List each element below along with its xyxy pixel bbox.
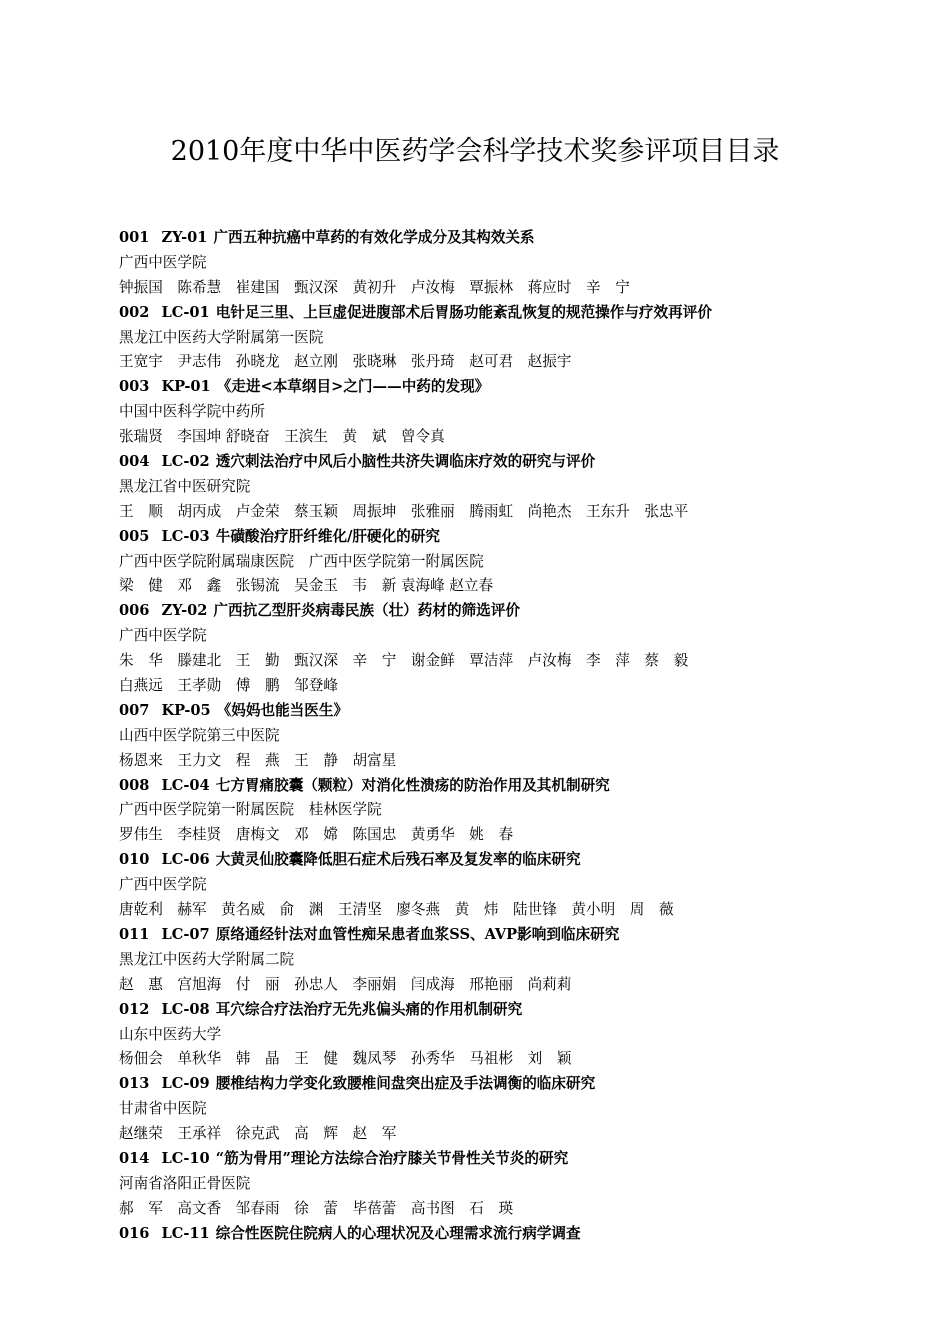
entry-people: 杨恩来 王力文 程 燕 王 静 胡富星 <box>119 751 397 769</box>
entry-institution: 广西中医学院 <box>119 627 207 645</box>
entry-number: 016 <box>119 1224 150 1242</box>
entry-heading <box>119 923 919 948</box>
entry-people: 杨佃会 单秋华 韩 晶 王 健 魏凤琴 孙秀华 马祖彬 刘 颖 <box>119 1050 572 1068</box>
entry-institution: 广西中医学院 <box>119 253 207 271</box>
entry-people: 赵 惠 宫旭海 付 丽 孙忠人 李丽娟 闫成海 邢艳丽 尚莉莉 <box>119 975 572 993</box>
entry-title: 耳穴综合疗法治疗无先兆偏头痛的作用机制研究 <box>215 1000 523 1018</box>
entry-institution: 黑龙江中医药大学附属二院 <box>119 950 295 968</box>
entry-title: 透穴刺法治疗中风后小脑性共济失调临床疗效的研究与评价 <box>215 453 596 471</box>
entry-people: 钟振国 陈希慧 崔建国 甄汉深 黄初升 卢汝梅 覃振林 蒋应时 辛 宁 <box>119 278 630 296</box>
entry-institution: 甘肃省中医院 <box>119 1100 207 1118</box>
entry-people: 郝 军 高文香 邹春雨 徐 蕾 毕蓓蕾 高书图 石 瑛 <box>119 1199 514 1217</box>
entry-institution: 广西中医学院第一附属医院 桂林医学院 <box>119 801 382 819</box>
entry-number: 013 <box>119 1075 150 1093</box>
entry-title: 综合性医院住院病人的心理状况及心理需求流行病学调查 <box>215 1224 581 1242</box>
entry-number: 008 <box>119 776 150 794</box>
entry-institution: 河南省洛阳正骨医院 <box>119 1174 251 1192</box>
entry-number: 012 <box>119 1000 150 1018</box>
entry-institution: 山东中医药大学 <box>119 1025 222 1043</box>
entry-code: KP-01 <box>161 378 211 396</box>
entry-code: LC-06 <box>161 851 210 869</box>
entry-code: ZY-01 <box>161 229 208 246</box>
entry-heading <box>119 998 919 1023</box>
entry-number: 014 <box>119 1149 150 1167</box>
entry-number: 003 <box>119 378 150 396</box>
entry-people: 罗伟生 李桂贤 唐梅文 邓 嫦 陈国忠 黄勇华 姚 春 <box>119 826 514 844</box>
entry-list <box>119 226 919 1247</box>
entry-people: 白燕远 王孝勋 傅 鹏 邹登峰 <box>119 677 338 695</box>
entry-heading <box>119 599 919 624</box>
entry-code: LC-01 <box>161 303 210 321</box>
entry-code: LC-04 <box>161 776 210 794</box>
entry-code: LC-08 <box>161 1000 210 1018</box>
entry-code: LC-10 <box>161 1149 210 1167</box>
entry-heading <box>119 375 919 400</box>
entry-people: 唐乾利 赫军 黄名威 俞 渊 王清坚 廖冬燕 黄 炜 陆世锋 黄小明 周 薇 <box>119 901 674 919</box>
entry-institution: 广西中医学院附属瑞康医院 广西中医学院第一附属医院 <box>119 552 484 570</box>
entry-title: 电针足三里、上巨虚促进腹部术后胃肠功能紊乱恢复的规范操作与疗效再评价 <box>215 303 712 321</box>
entry-number: 011 <box>119 925 150 943</box>
entry-people: 梁 健 邓 鑫 张锡流 吴金玉 韦 新 袁海峰 赵立春 <box>119 577 494 595</box>
entry-code: LC-02 <box>161 453 210 471</box>
entry-number: 006 <box>119 602 150 620</box>
entry-people: 王 顺 胡丙成 卢金荣 蔡玉颖 周振坤 张雅丽 腾雨虹 尚艳杰 王东升 张忠平 <box>119 502 689 520</box>
entry-heading <box>119 525 919 550</box>
entry-title: 广西抗乙型肝炎病毒民族（壮）药材的筛选评价 <box>213 602 520 620</box>
entry-title: 七方胃痛胶囊（颗粒）对消化性溃疡的防治作用及其机制研究 <box>215 776 610 794</box>
document-title: 2010年度中华中医药学会科学技术奖参评项目目录 <box>170 136 780 167</box>
entry-code: LC-11 <box>161 1224 210 1242</box>
entry-code: ZY-02 <box>161 602 208 620</box>
entry-code: LC-07 <box>161 925 210 943</box>
entry-title: 腰椎结构力学变化致腰椎间盘突出症及手法调衡的临床研究 <box>215 1075 596 1093</box>
entry-code: LC-03 <box>161 527 210 545</box>
entry-institution: 中国中医科学院中药所 <box>119 403 265 421</box>
entry-heading <box>119 848 919 873</box>
entry-title: 大黄灵仙胶囊降低胆石症术后残石率及复发率的临床研究 <box>215 851 581 869</box>
entry-number: 005 <box>119 527 150 545</box>
entry-heading <box>119 1222 919 1247</box>
entry-title: 原络通经针法对血管性痴呆患者血浆SS、AVP影响到临床研究 <box>215 925 620 943</box>
entry-institution: 广西中医学院 <box>119 876 207 894</box>
entry-code: LC-09 <box>161 1075 210 1093</box>
entry-title: 广西五种抗癌中草药的有效化学成分及其构效关系 <box>213 229 535 246</box>
entry-number: 007 <box>119 701 150 719</box>
entry-title: 《走进<本草纲目>之门——中药的发现》 <box>216 378 490 396</box>
entry-title: 牛磺酸治疗肝纤维化/肝硬化的研究 <box>215 527 440 545</box>
entry-heading <box>119 699 919 724</box>
entry-heading <box>119 450 919 475</box>
entry-number: 004 <box>119 453 150 471</box>
entry-code: KP-05 <box>161 701 211 719</box>
entry-heading <box>119 226 919 251</box>
entry-number: 010 <box>119 851 150 869</box>
entry-heading <box>119 774 919 799</box>
entry-people: 赵继荣 王承祥 徐克武 高 辉 赵 军 <box>119 1125 397 1143</box>
entry-people: 朱 华 滕建北 王 勤 甄汉深 辛 宁 谢金鲜 覃洁萍 卢汝梅 李 萍 蔡 毅 <box>119 652 689 670</box>
entry-people: 张瑞贤 李国坤 舒晓奋 王滨生 黄 斌 曾令真 <box>119 428 445 446</box>
entry-number: 002 <box>119 303 150 321</box>
entry-number: 001 <box>119 229 150 246</box>
entry-institution: 黑龙江省中医研究院 <box>119 477 251 495</box>
entry-institution: 黑龙江中医药大学附属第一医院 <box>119 328 324 346</box>
entry-heading <box>119 1072 919 1097</box>
entry-heading <box>119 1147 919 1172</box>
entry-heading <box>119 301 919 326</box>
entry-title: 《妈妈也能当医生》 <box>216 701 349 719</box>
entry-title: “筋为骨用”理论方法综合治疗膝关节骨性关节炎的研究 <box>215 1149 569 1167</box>
entry-institution: 山西中医学院第三中医院 <box>119 726 280 744</box>
entry-people: 王宽宇 尹志伟 孙晓龙 赵立刚 张晓琳 张丹琦 赵可君 赵振宇 <box>119 353 572 371</box>
